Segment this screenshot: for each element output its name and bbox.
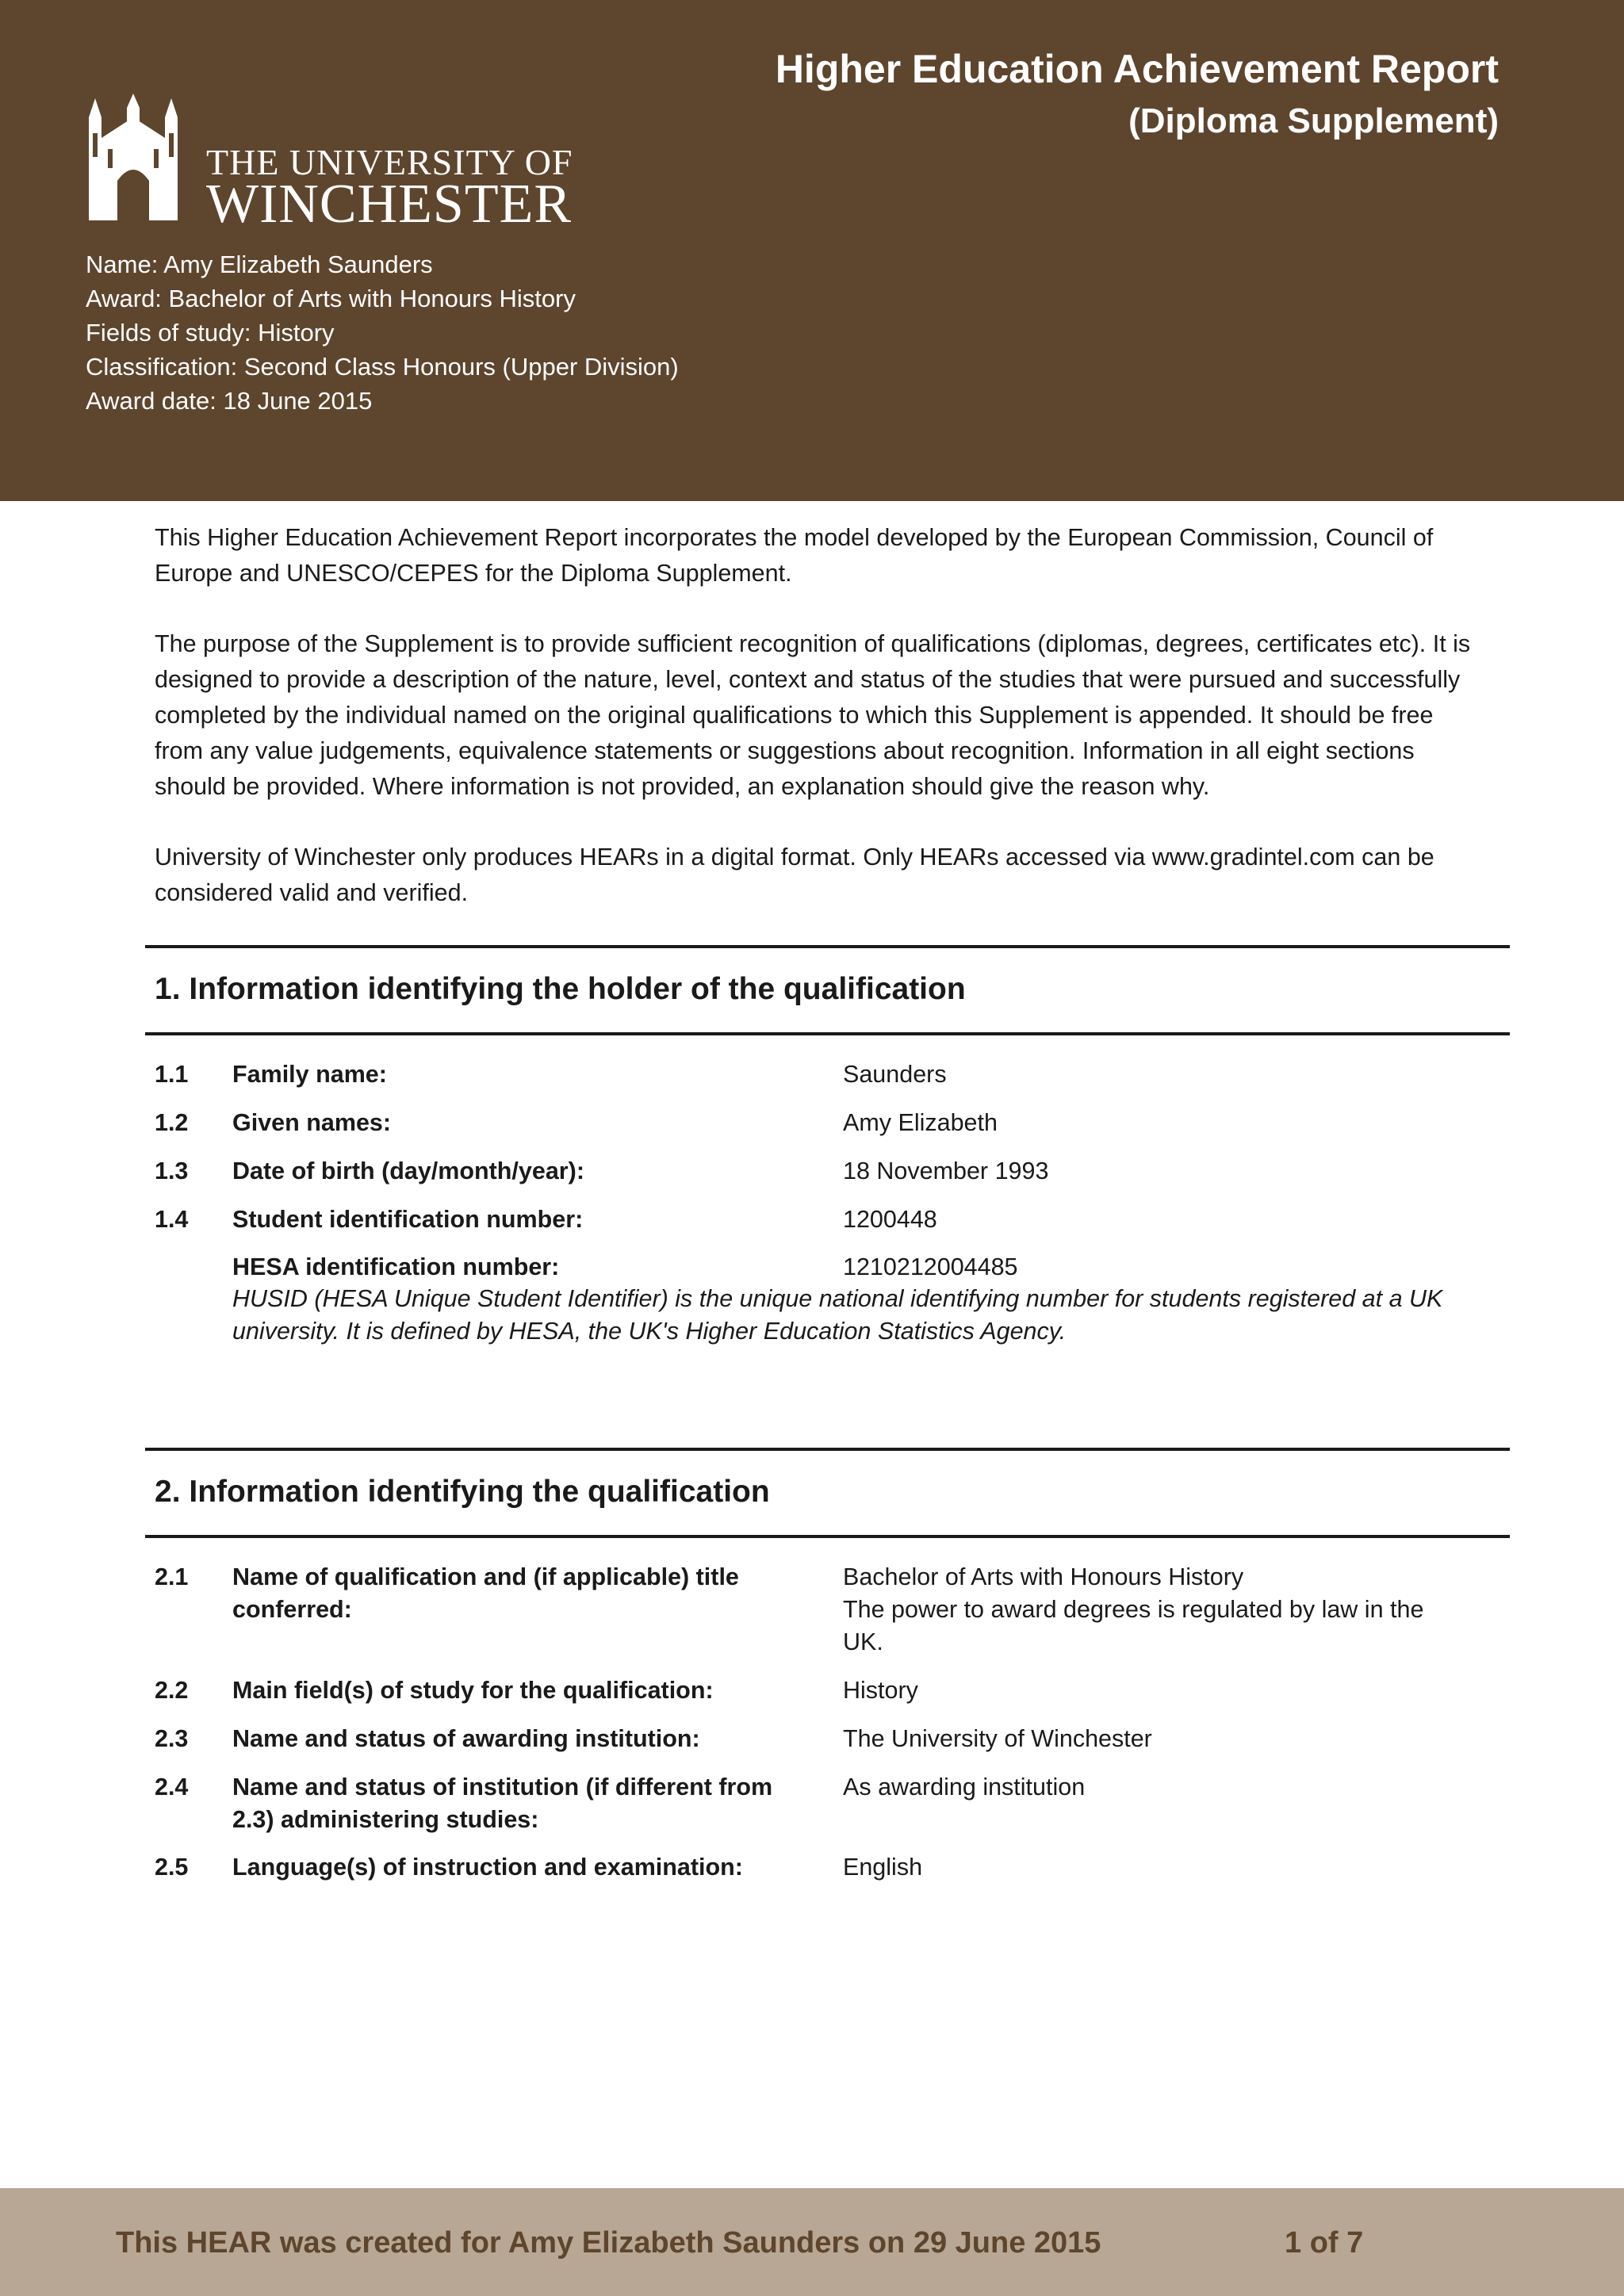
husid-note: HUSID (HESA Unique Student Identifier) is the unique national identifying number for students registered at a UK university. It is defined by HESA, the UK's Higher Education Statistics Agency. — [232, 1285, 1443, 1345]
field-label: Name of qualification and (if applicable) title conferred: — [232, 1563, 739, 1623]
field-number: 2.3 — [155, 1725, 189, 1752]
field-label: Main field(s) of study for the qualification: — [232, 1677, 714, 1704]
field-number: 1.1 — [155, 1061, 189, 1088]
field-number: 1.3 — [155, 1158, 189, 1184]
logo-text-line2: WINCHESTER — [206, 174, 573, 235]
holder-summary — [86, 247, 679, 418]
field-value — [843, 1561, 1461, 1659]
field-label: Family name: — [232, 1061, 387, 1088]
field-value: As awarding institution — [843, 1774, 1086, 1800]
field-label: Name and status of institution (if different from 2.3) administering studies: — [232, 1774, 773, 1833]
field-label: Date of birth (day/month/year): — [232, 1158, 584, 1184]
summary-name: Name: Amy Elizabeth Saunders — [86, 251, 433, 278]
footer-created-text: This HEAR was created for Amy Elizabeth Saunders on 29 June 2015 — [116, 2226, 1101, 2260]
field-value: 18 November 1993 — [843, 1158, 1049, 1184]
field-label: Language(s) of instruction and examination: — [232, 1854, 743, 1881]
field-number: 2.5 — [155, 1854, 189, 1881]
field-number: 2.2 — [155, 1677, 189, 1704]
footer-band — [0, 2188, 1624, 2296]
field-number: 1.4 — [155, 1206, 189, 1233]
summary-classification: Classification: Second Class Honours (Upper Division) — [86, 353, 679, 381]
section-2-title: 2. Information identifying the qualification — [155, 1475, 770, 1509]
page-number: 1 of 7 — [1285, 2226, 1364, 2260]
field-value: Amy Elizabeth — [843, 1109, 998, 1136]
field-label: HESA identification number: — [232, 1253, 560, 1280]
summary-fields: Fields of study: History — [86, 319, 335, 346]
field-number: 2.1 — [155, 1563, 189, 1590]
field-value-line: The power to award degrees is regulated by law in the UK. — [843, 1596, 1424, 1655]
field-value: Saunders — [843, 1061, 947, 1088]
header-band — [0, 0, 1624, 501]
intro-paragraph: University of Winchester only produces HEARs in a digital format. Only HEARs accessed via www.gradintel.com can be considered valid and verified. — [155, 844, 1434, 906]
intro-paragraph: This Higher Education Achievement Report incorporates the model developed by the European Commission, Council of Europe and UNESCO/CEPES for the Diploma Supplement. — [155, 524, 1434, 587]
field-number: 1.2 — [155, 1109, 189, 1136]
report-subtitle: (Diploma Supplement) — [1128, 101, 1499, 140]
field-label: Given names: — [232, 1109, 392, 1136]
field-label: Name and status of awarding institution: — [232, 1725, 700, 1752]
logo-text-line1: THE UNIVERSITY OF — [206, 142, 573, 182]
field-number: 2.4 — [155, 1774, 189, 1800]
summary-award-date: Award date: 18 June 2015 — [86, 387, 373, 415]
intro-paragraph: The purpose of the Supplement is to provide sufficient recognition of qualifications (diplomas, degrees, certificates etc). It is designed to provide a description of the nature, level, context and status of the studies that were pursued and successfully completed by the individual named on the original qualifications to which this Supplement is appended. It should be free from any value judgements, equivalence statements or suggestions about recognition. Information in all eight sections should be provided. Where information is not provided, an explanation should give the reason why. — [155, 630, 1471, 800]
field-value: The University of Winchester — [843, 1725, 1152, 1752]
field-value-line: Bachelor of Arts with Honours History — [843, 1563, 1244, 1590]
intro-text — [155, 520, 1487, 946]
section-divider — [145, 945, 1510, 948]
section-divider — [145, 1448, 1510, 1451]
cathedral-crest-icon — [86, 94, 181, 220]
field-value: 1200448 — [843, 1206, 937, 1233]
section-1-title: 1. Information identifying the holder of the qualification — [155, 972, 966, 1006]
section-divider — [145, 1535, 1510, 1538]
report-title: Higher Education Achievement Report — [775, 47, 1499, 91]
field-value: History — [843, 1677, 918, 1704]
field-label: Student identification number: — [232, 1206, 584, 1233]
field-value: English — [843, 1854, 923, 1881]
university-logo — [86, 94, 593, 235]
section-divider — [145, 1032, 1510, 1035]
field-value: 1210212004485 — [843, 1253, 1018, 1280]
summary-award: Award: Bachelor of Arts with Honours History — [86, 285, 576, 312]
